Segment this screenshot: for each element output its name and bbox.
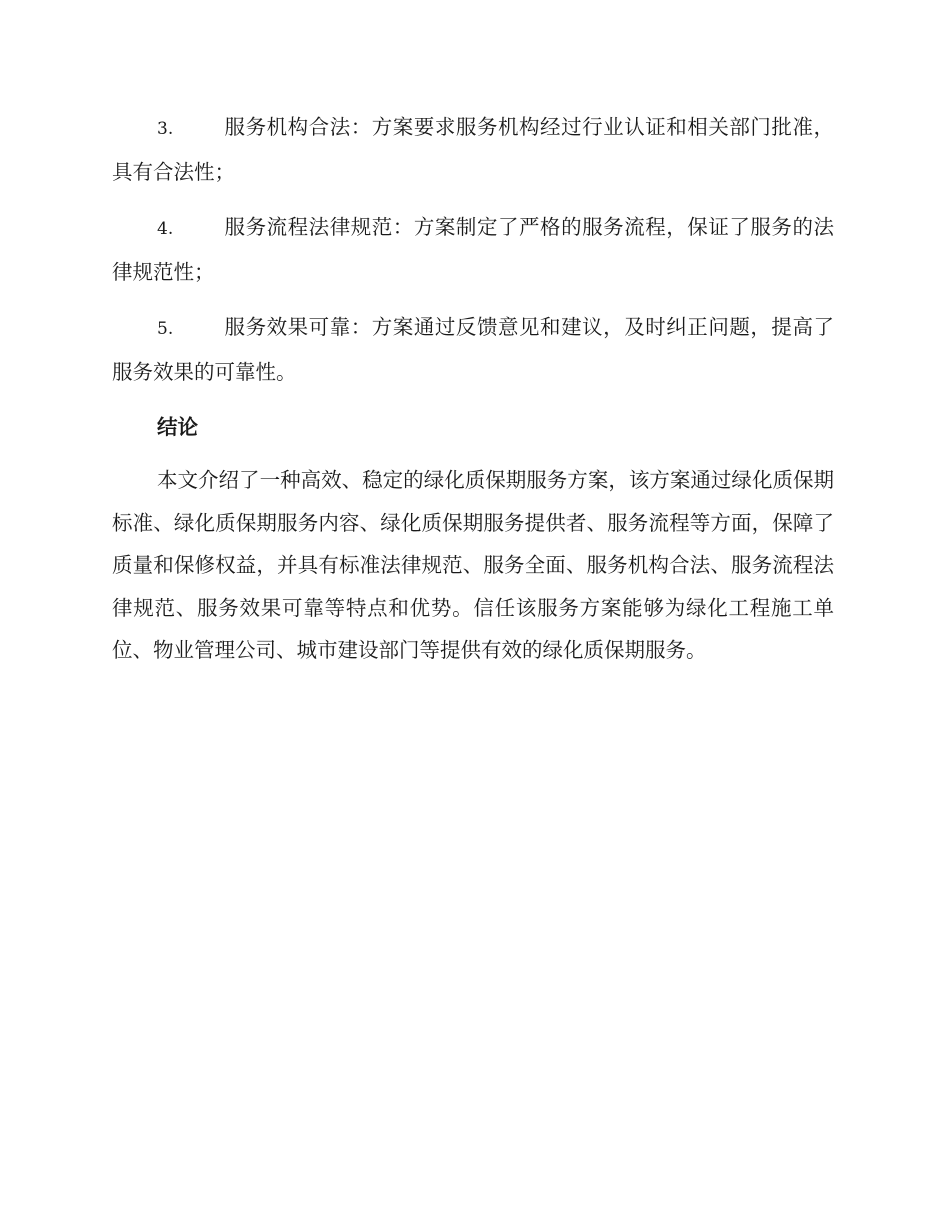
list-item-text: 服务流程法律规范：方案制定了严格的服务流程，保证了服务的法律规范性； (112, 215, 834, 284)
document-page (112, 106, 834, 672)
list-number: 4. (157, 219, 174, 239)
list-item-text: 服务机构合法：方案要求服务机构经过行业认证和相关部门批准，具有合法性； (112, 115, 834, 184)
list-item-text: 服务效果可靠：方案通过反馈意见和建议，及时纠正问题，提高了服务效果的可靠性。 (112, 315, 834, 384)
list-number: 5. (157, 319, 174, 339)
list-item-3 (112, 106, 834, 194)
list-item-5 (112, 306, 834, 394)
list-number: 3. (157, 119, 174, 139)
section-heading-conclusion: 结论 (157, 415, 198, 439)
list-item-4 (112, 206, 834, 294)
conclusion-paragraph: 本文介绍了一种高效、稳定的绿化质保期服务方案，该方案通过绿化质保期标准、绿化质保期服务内容、绿化质保期服务提供者、服务流程等方面，保障了质量和保修权益，并具有标准法律规范、服务全面、服务机构合法、服务流程法律规范、服务效果可靠等特点和优势。信任该服务方案能够为绿化工程施工单位、物业管理公司、城市建设部门等提供有效的绿化质保期服务。 (112, 468, 834, 662)
